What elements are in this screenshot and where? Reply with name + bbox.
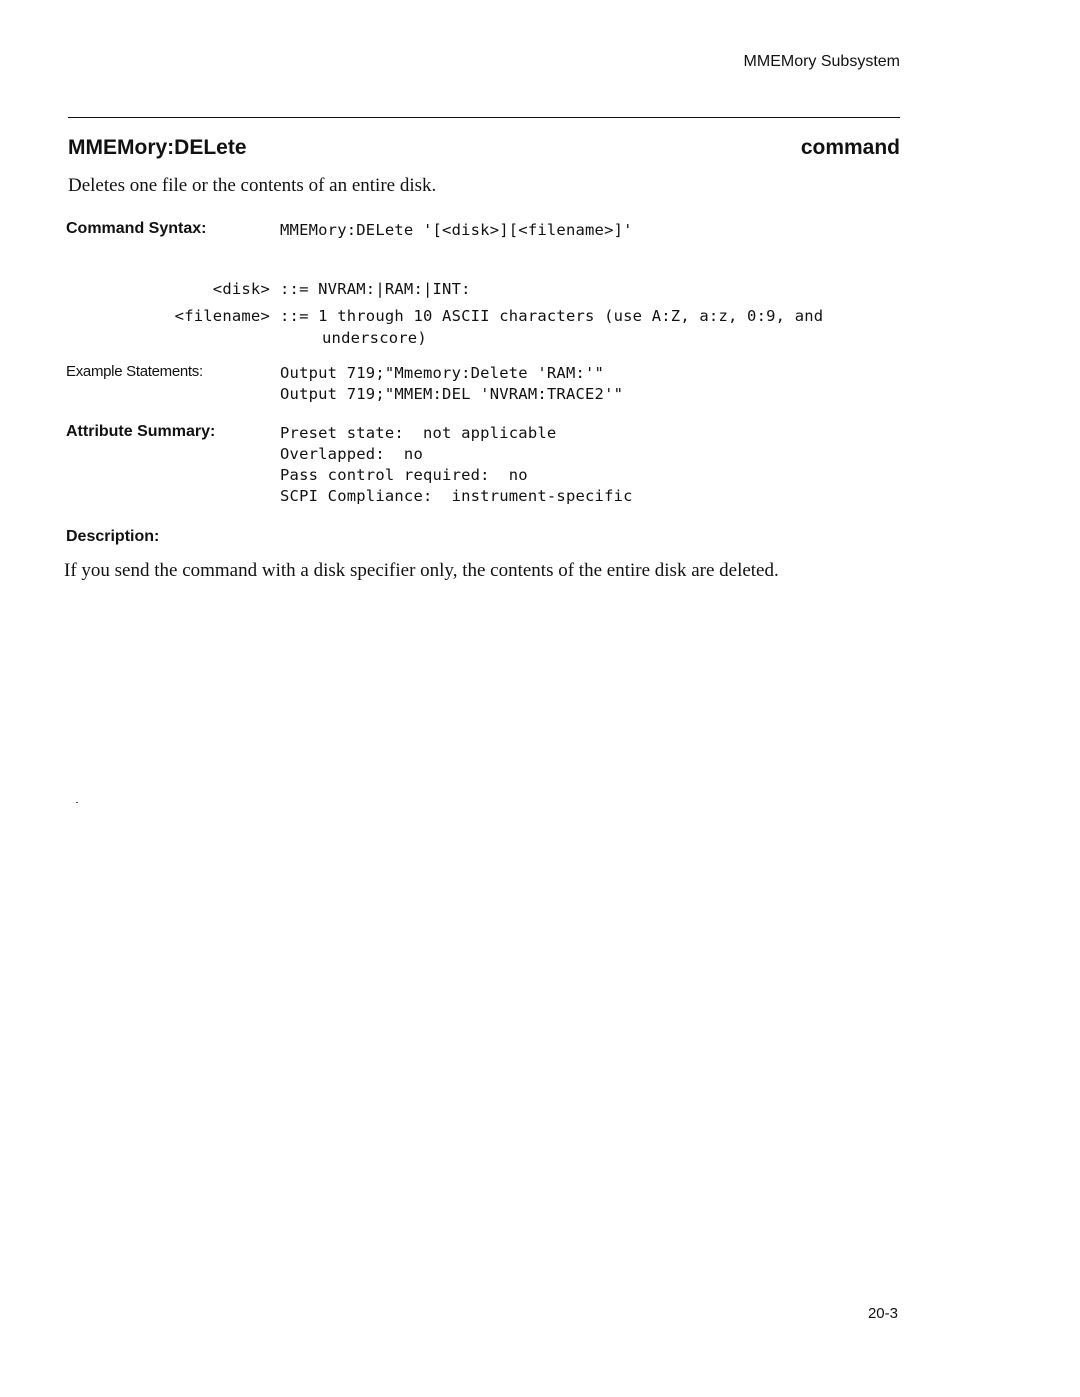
description-text: If you send the command with a disk specifier only, the contents of the entire disk are deleted. (64, 560, 779, 581)
param-name-filename: <filename> (174, 307, 270, 325)
param-definition-filename: ::= 1 through 10 ASCII characters (use A:Z, a:z, 0:9, and (280, 307, 824, 325)
header-rule (68, 117, 900, 118)
command-type-label: command (800, 136, 900, 159)
description-label: Description: (66, 528, 160, 545)
param-definition-filename-continuation: underscore) (322, 329, 427, 347)
example-line: Output 719;"Mmemory:Delete 'RAM:'" (280, 364, 605, 382)
command-syntax-label: Command Syntax: (66, 220, 207, 237)
command-title: MMEMory:DELete (68, 136, 247, 159)
attribute-line: Overlapped: no (280, 445, 423, 463)
example-line: Output 719;"MMEM:DEL 'NVRAM:TRACE2'" (280, 385, 624, 403)
param-definition-disk: ::= NVRAM:|RAM:|INT: (280, 280, 471, 298)
running-head: MMEMory Subsystem (743, 53, 900, 70)
attribute-line: Pass control required: no (280, 466, 528, 484)
attribute-line: SCPI Compliance: instrument-specific (280, 487, 633, 505)
page-number: 20-3 (867, 1305, 898, 1322)
attribute-summary-label: Attribute Summary: (66, 423, 216, 440)
command-summary: Deletes one file or the contents of an entire disk. (68, 175, 437, 196)
attribute-line: Preset state: not applicable (280, 424, 557, 442)
param-name-disk: <disk> (212, 280, 270, 298)
scan-speck (76, 802, 78, 803)
example-statements-label: Example Statements: (66, 363, 203, 380)
command-syntax-value: MMEMory:DELete '[<disk>][<filename>]' (280, 221, 633, 239)
